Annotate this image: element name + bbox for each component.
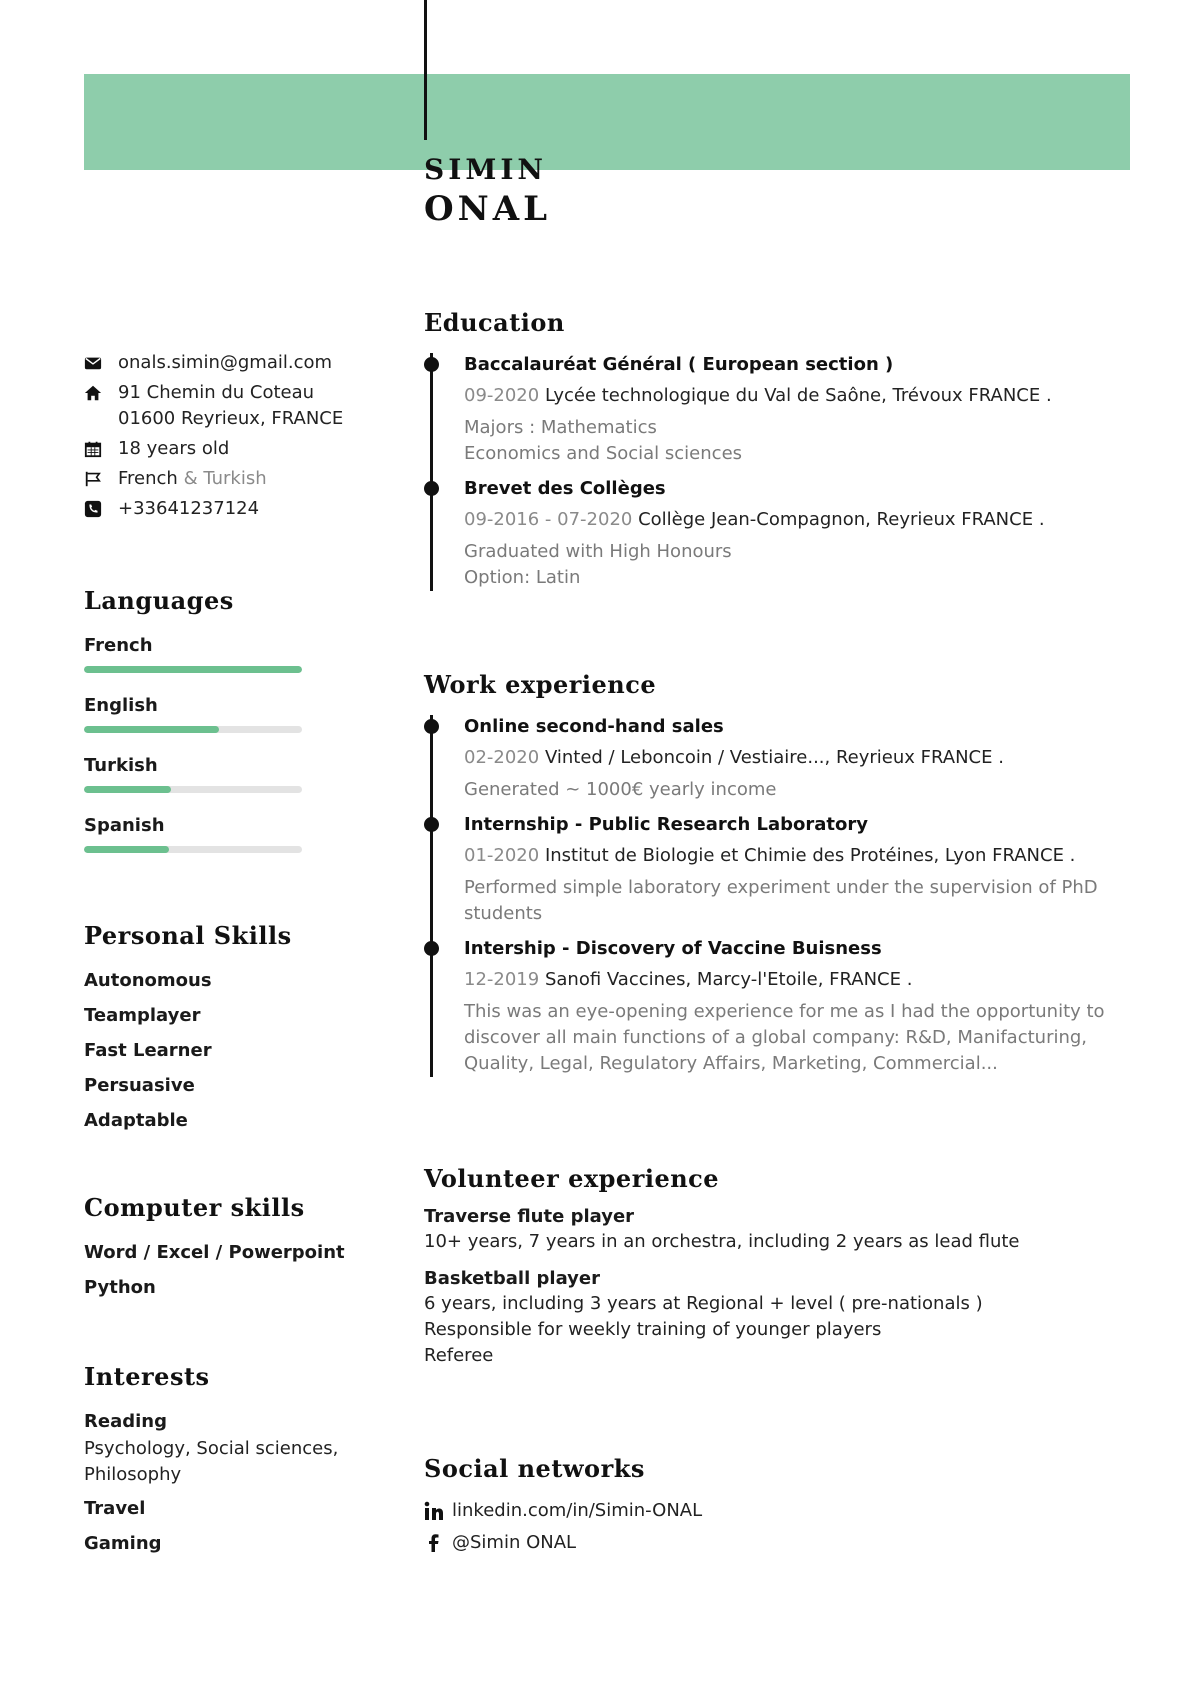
- work-timeline: [424, 715, 1124, 1077]
- entry-place: Collège Jean-Compagnon, Reyrieux FRANCE .: [638, 509, 1045, 530]
- volunteer-entry-line: Referee: [424, 1345, 494, 1366]
- contact-address: [84, 380, 374, 432]
- email-text[interactable]: onals.simin@gmail.com: [118, 352, 333, 373]
- entry-date: 09-2016 - 07-2020: [464, 509, 633, 530]
- entry-date: 01-2020: [464, 845, 540, 866]
- interest-title: Reading: [84, 1411, 167, 1432]
- education-section: [424, 308, 1124, 591]
- language-level-fill: [84, 726, 219, 733]
- volunteer-entry-line: 10+ years, 7 years in an orchestra, including 2 years as lead flute: [424, 1231, 1020, 1252]
- timeline-dot: [424, 817, 439, 832]
- entry-meta: [464, 383, 1124, 409]
- entry-meta: [464, 745, 1124, 771]
- left-column: [84, 350, 374, 1558]
- contact-section: [84, 350, 374, 522]
- interest-desc: Psychology, Social sciences, Philosophy: [84, 1438, 339, 1485]
- volunteer-entry-line: Responsible for weekly training of younger players: [424, 1319, 882, 1340]
- first-name: SIMIN: [424, 153, 548, 186]
- address-line-1: 91 Chemin du Coteau: [118, 382, 315, 403]
- languages-title: Languages: [84, 586, 234, 615]
- volunteer-entry-title: Basketball player: [424, 1268, 600, 1289]
- language-level-track: [84, 846, 302, 853]
- skill-item: Adaptable: [84, 1110, 188, 1131]
- entry-place: Sanofi Vaccines, Marcy-l'Etoile, FRANCE .: [544, 969, 913, 990]
- entry-meta: [464, 843, 1124, 869]
- education-entry: [464, 353, 1124, 467]
- language-name: Turkish: [84, 755, 158, 776]
- linkedin-link[interactable]: linkedin.com/in/Simin-ONAL: [452, 1500, 703, 1521]
- skill-item: Autonomous: [84, 970, 212, 991]
- entry-desc: Performed simple laboratory experiment under the supervision of PhD students: [464, 877, 1098, 924]
- volunteer-entry: [424, 1205, 1124, 1255]
- timeline-dot: [424, 941, 439, 956]
- entry-meta: [464, 507, 1124, 533]
- language-level-track: [84, 786, 302, 793]
- entry-title: Intership - Discovery of Vaccine Buisness: [464, 938, 882, 959]
- personal-skills-section: [84, 921, 374, 1131]
- header-band: [84, 74, 1130, 170]
- education-timeline: [424, 353, 1124, 591]
- language-item: [84, 635, 374, 673]
- entry-title: Internship - Public Research Laboratory: [464, 814, 869, 835]
- nationality-rest: & Turkish: [183, 468, 267, 489]
- contact-nationality: [84, 466, 374, 492]
- personal-skills-title: Personal Skills: [84, 921, 292, 950]
- language-level-track: [84, 666, 302, 673]
- entry-title: Online second-hand sales: [464, 716, 724, 737]
- entry-meta: [464, 967, 1124, 993]
- language-name: Spanish: [84, 815, 165, 836]
- language-level-track: [84, 726, 302, 733]
- phone-text[interactable]: +33641237124: [118, 498, 260, 519]
- timeline-dot: [424, 719, 439, 734]
- education-title: Education: [424, 308, 565, 337]
- home-icon: [84, 380, 118, 406]
- contact-phone: [84, 496, 374, 522]
- language-name: English: [84, 695, 158, 716]
- facebook-icon: [424, 1533, 452, 1553]
- flag-icon: [84, 466, 118, 492]
- volunteer-title: Volunteer experience: [424, 1164, 720, 1193]
- volunteer-entry-title: Traverse flute player: [424, 1206, 635, 1227]
- timeline-line: [430, 353, 433, 591]
- interests-title: Interests: [84, 1362, 210, 1391]
- education-entry: [464, 477, 1124, 591]
- entry-desc-line: Majors : Mathematics: [464, 417, 657, 438]
- work-entry: [464, 937, 1124, 1077]
- language-item: [84, 695, 374, 733]
- volunteer-section: [424, 1164, 1124, 1369]
- entry-place: Institut de Biologie et Chimie des Protéines, Lyon FRANCE .: [544, 845, 1076, 866]
- computer-skill-item: Word / Excel / Powerpoint: [84, 1242, 345, 1263]
- language-item: [84, 755, 374, 793]
- entry-desc: This was an eye-opening experience for me as I had the opportunity to discover all main functions of a global company: R&D, Manifacturing, Quality, Legal, Regulatory Affairs, Marketing, Commercial...: [464, 1001, 1105, 1074]
- skill-item: Persuasive: [84, 1075, 195, 1096]
- entry-date: 12-2019: [464, 969, 540, 990]
- entry-desc-line: Graduated with High Honours: [464, 541, 732, 562]
- language-level-fill: [84, 846, 169, 853]
- address-line-2: 01600 Reyrieux, FRANCE: [118, 408, 344, 429]
- social-section: [424, 1454, 1124, 1559]
- candidate-name: [424, 154, 551, 229]
- facebook-row: [424, 1527, 1124, 1559]
- languages-section: [84, 586, 374, 853]
- address-text: [118, 380, 343, 432]
- header-divider: [424, 0, 427, 140]
- facebook-handle[interactable]: @Simin ONAL: [452, 1532, 577, 1553]
- computer-skills-title: Computer skills: [84, 1193, 305, 1222]
- entry-title: Brevet des Collèges: [464, 478, 666, 499]
- entry-desc-line: Option: Latin: [464, 567, 581, 588]
- linkedin-icon: [424, 1501, 452, 1521]
- work-title: Work experience: [424, 670, 657, 699]
- entry-date: 02-2020: [464, 747, 540, 768]
- language-item: [84, 815, 374, 853]
- languages-list: [84, 635, 374, 853]
- skill-item: Fast Learner: [84, 1040, 212, 1061]
- timeline-dot: [424, 357, 439, 372]
- interest-title: Travel: [84, 1498, 146, 1519]
- timeline-dot: [424, 481, 439, 496]
- language-name: French: [84, 635, 153, 656]
- skill-item: Teamplayer: [84, 1005, 201, 1026]
- interests-section: [84, 1362, 374, 1554]
- work-entry: [464, 715, 1124, 803]
- linkedin-row: [424, 1495, 1124, 1527]
- age-text: 18 years old: [118, 438, 230, 459]
- nationality-text: [118, 466, 267, 492]
- nationality-main: French: [118, 468, 178, 489]
- entry-date: 09-2020: [464, 385, 540, 406]
- work-section: [424, 670, 1124, 1077]
- envelope-icon: [84, 350, 118, 376]
- work-entry: [464, 813, 1124, 927]
- entry-place: Vinted / Leboncoin / Vestiaire..., Reyrieux FRANCE .: [544, 747, 1004, 768]
- social-title: Social networks: [424, 1454, 645, 1483]
- computer-skills-section: [84, 1193, 374, 1298]
- entry-desc: [464, 415, 1124, 467]
- contact-age: [84, 436, 374, 462]
- entry-desc: [464, 539, 1124, 591]
- contact-email: [84, 350, 374, 376]
- volunteer-entry-line: 6 years, including 3 years at Regional + level ( pre-nationals ): [424, 1293, 983, 1314]
- timeline-line: [430, 715, 433, 1077]
- entry-desc: Generated ~ 1000€ yearly income: [464, 779, 777, 800]
- entry-title: Baccalauréat Général ( European section ): [464, 354, 894, 375]
- last-name: ONAL: [424, 189, 551, 230]
- language-level-fill: [84, 666, 302, 673]
- phone-icon: [84, 496, 118, 522]
- computer-skill-item: Python: [84, 1277, 156, 1298]
- language-level-fill: [84, 786, 171, 793]
- entry-place: Lycée technologique du Val de Saône, Trévoux FRANCE .: [544, 385, 1052, 406]
- volunteer-entry: [424, 1267, 1124, 1369]
- entry-desc-line: Economics and Social sciences: [464, 443, 743, 464]
- calendar-icon: [84, 436, 118, 462]
- interest-title: Gaming: [84, 1533, 162, 1554]
